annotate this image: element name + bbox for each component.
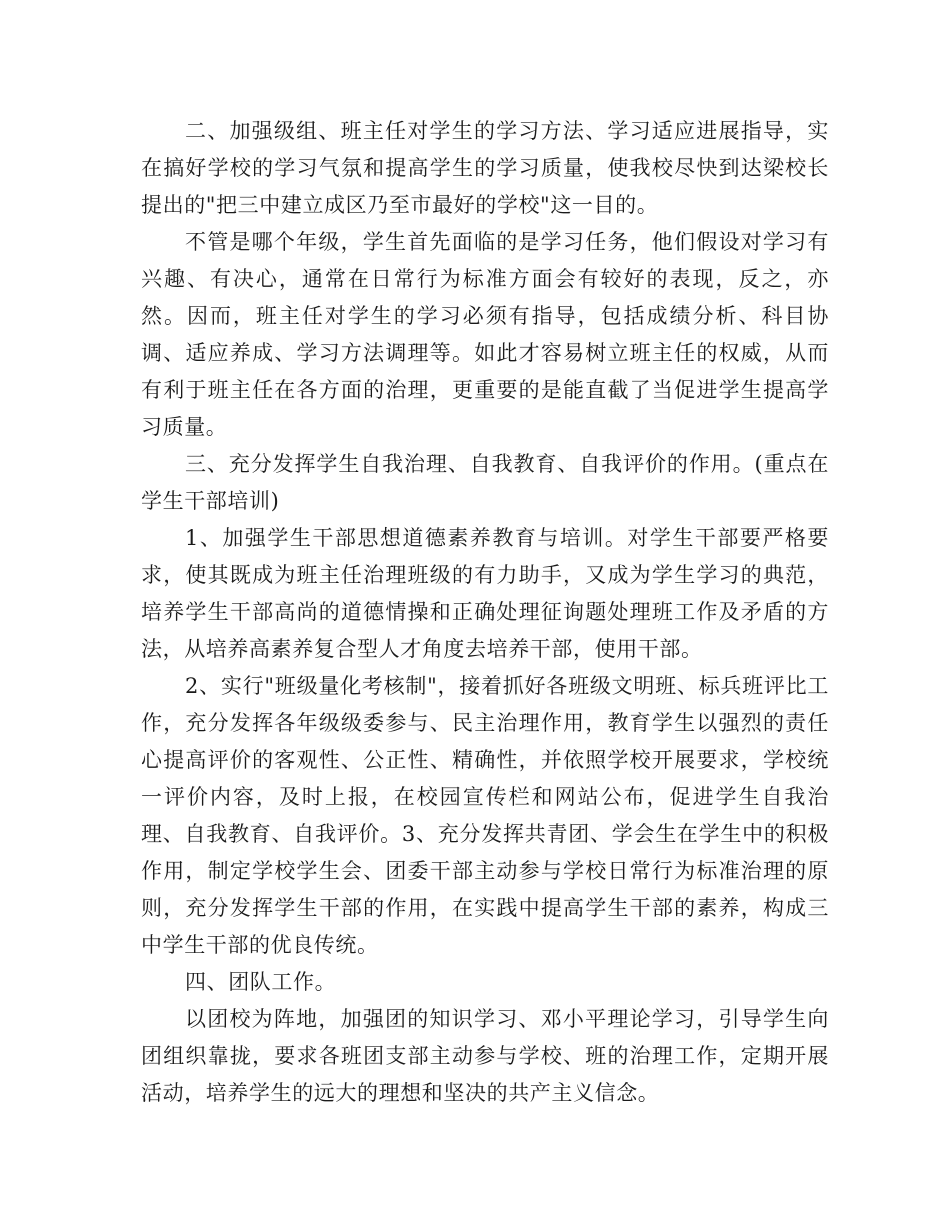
paragraph-section-two: 二、加强级组、班主任对学生的学习方法、学习适应进展指导，实在搞好学校的学习气氛和提高学生的学习质量，使我校尽快到达梁校长提出的"把三中建立成区乃至市最好的学校"这一目的。: [141, 119, 829, 217]
paragraph-study-guidance: 不管是哪个年级，学生首先面临的是学习任务，他们假设对学习有兴趣、有决心，通常在日常行为标准方面会有较好的表现，反之，亦然。因而，班主任对学生的学习必须有指导，包括成绩分析、科目协调、适应养成、学习方法调理等。如此才容易树立班主任的权威，从而有利于班主任在各方面的治理，更重要的是能直截了当促进学生提高学习质量。: [141, 230, 829, 439]
paragraph-team-work: 以团校为阵地，加强团的知识学习、邓小平理论学习，引导学生向团组织靠拢，要求各班团支部主动参与学校、班的治理工作，定期开展活动，培养学生的远大的理想和坚决的共产主义信念。: [141, 1007, 829, 1105]
paragraph-item-one: 1、加强学生干部思想道德素养教育与培训。对学生干部要严格要求，使其既成为班主任治理班级的有力助手，又成为学生学习的典范，培养学生干部高尚的道德情操和正确处理征询题处理班工作及矛盾的方法，从培养高素养复合型人才角度去培养干部，使用干部。: [141, 526, 829, 661]
paragraph-section-four: 四、团队工作。: [185, 970, 337, 994]
paragraph-section-three: 三、充分发挥学生自我治理、自我教育、自我评价的作用。(重点在学生干部培训): [141, 452, 829, 513]
document-body: [141, 113, 829, 1112]
paragraph-item-two: 2、实行"班级量化考核制"，接着抓好各班级文明班、标兵班评比工作，充分发挥各年级级委参与、民主治理作用，教育学生以强烈的责任心提高评价的客观性、公正性、精确性，并依照学校开展要求，学校统一评价内容，及时上报，在校园宣传栏和网站公布，促进学生自我治理、自我教育、自我评价。3、充分发挥共青团、学会生在学生中的积极作用，制定学校学生会、团委干部主动参与学校日常行为标准治理的原则，充分发挥学生干部的作用，在实践中提高学生干部的素养，构成三中学生干部的优良传统。: [141, 674, 829, 957]
